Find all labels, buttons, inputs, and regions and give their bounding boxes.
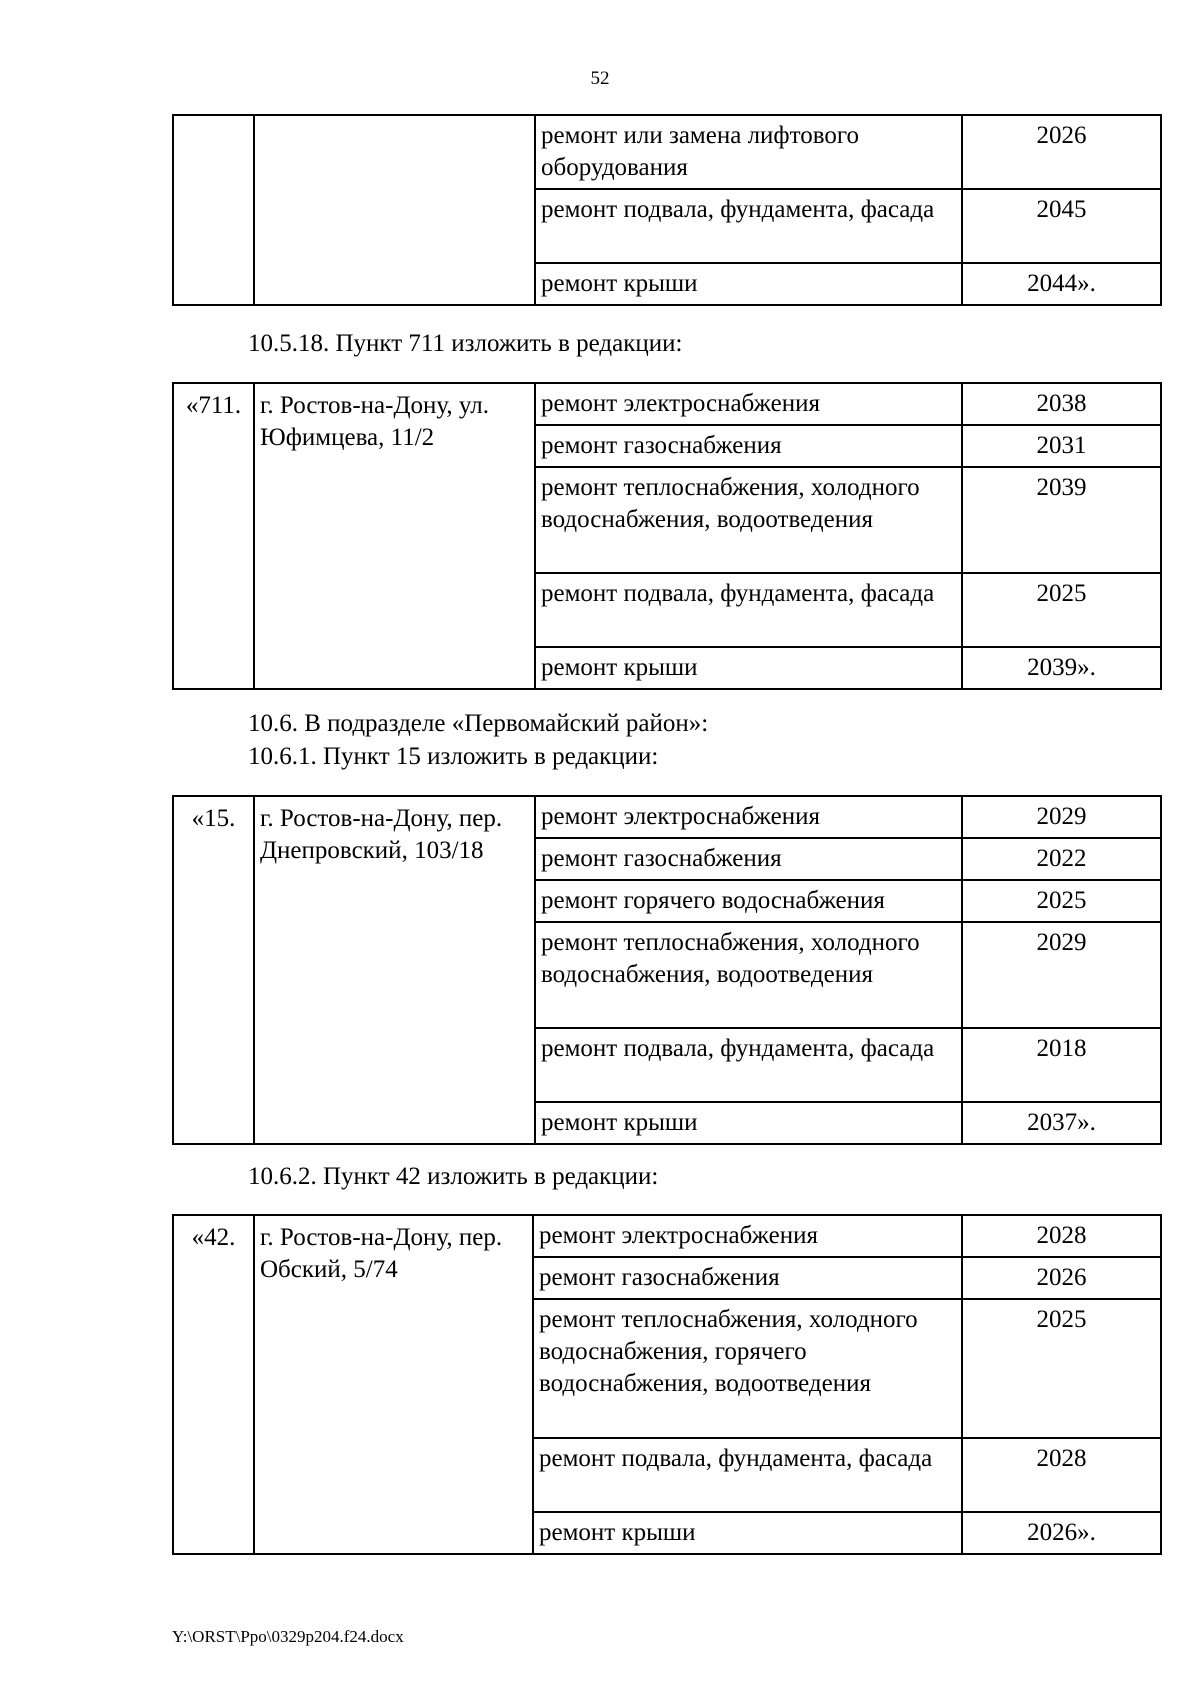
page-number: 52 [590,68,610,89]
work-cell: ремонт крыши [533,1512,962,1554]
paragraph: 10.5.18. Пункт 711 изложить в редакции: [248,330,683,357]
year-cell: 2038 [962,383,1161,425]
work-cell: ремонт подвала, фундамента, фасада [535,1028,962,1102]
work-cell: ремонт теплоснабжения, холодного водоснабжения, водоотведения [535,467,962,573]
year-cell: 2025 [962,880,1161,922]
work-cell: ремонт крыши [535,263,962,305]
work-cell: ремонт газоснабжения [533,1257,962,1299]
table-row [173,796,1161,838]
year-cell: 2025 [962,573,1161,647]
footer-file-path: Y:\ORST\Ppo\0329p204.f24.docx [172,1627,404,1646]
year-cell: 2022 [962,838,1161,880]
work-cell: ремонт электроснабжения [533,1215,962,1257]
paragraph: 10.6.1. Пункт 15 изложить в редакции: [248,743,659,770]
table-row [173,383,1161,425]
work-cell: ремонт электроснабжения [535,383,962,425]
paragraph: 10.6.2. Пункт 42 изложить в редакции: [248,1163,659,1190]
table-continued [172,114,1162,306]
work-cell: ремонт теплоснабжения, холодного водоснабжения, водоотведения [535,922,962,1028]
year-cell: 2031 [962,425,1161,467]
year-cell: 2039». [962,647,1161,689]
item-number: «15. [173,796,254,1144]
work-cell: ремонт газоснабжения [535,838,962,880]
year-cell: 2044». [962,263,1161,305]
table-row [173,1215,1161,1257]
work-cell: ремонт подвала, фундамента, фасада [533,1438,962,1512]
year-cell: 2026». [962,1512,1161,1554]
item-number-cell [173,115,254,305]
address-cell: г. Ростов-на-Дону, пер. Обский, 5/74 [254,1215,533,1554]
work-cell: ремонт крыши [535,647,962,689]
year-cell: 2037». [962,1102,1161,1144]
address-cell [254,115,535,305]
year-cell: 2026 [962,115,1161,189]
address-cell: г. Ростов-на-Дону, пер. Днепровский, 103/18 [254,796,535,1144]
work-cell: ремонт подвала, фундамента, фасада [535,189,962,263]
work-cell: ремонт крыши [535,1102,962,1144]
address-cell: г. Ростов-на-Дону, ул. Юфимцева, 11/2 [254,383,535,689]
work-cell: ремонт теплоснабжения, холодного водоснабжения, горячего водоснабжения, водоотведения [533,1299,962,1438]
work-cell: ремонт горячего водоснабжения [535,880,962,922]
work-cell: ремонт или замена лифтового оборудования [535,115,962,189]
year-cell: 2029 [962,922,1161,1028]
year-cell: 2025 [962,1299,1161,1438]
table-item-42 [172,1214,1162,1555]
year-cell: 2045 [962,189,1161,263]
work-cell: ремонт газоснабжения [535,425,962,467]
item-number: «711. [173,383,254,689]
year-cell: 2018 [962,1028,1161,1102]
paragraph: 10.6. В подразделе «Первомайский район»: [248,710,709,737]
work-cell: ремонт подвала, фундамента, фасада [535,573,962,647]
table-row [173,115,1161,189]
table-item-15 [172,795,1162,1145]
work-cell: ремонт электроснабжения [535,796,962,838]
item-number: «42. [173,1215,254,1554]
year-cell: 2026 [962,1257,1161,1299]
year-cell: 2039 [962,467,1161,573]
year-cell: 2029 [962,796,1161,838]
year-cell: 2028 [962,1438,1161,1512]
table-item-711 [172,382,1162,690]
year-cell: 2028 [962,1215,1161,1257]
